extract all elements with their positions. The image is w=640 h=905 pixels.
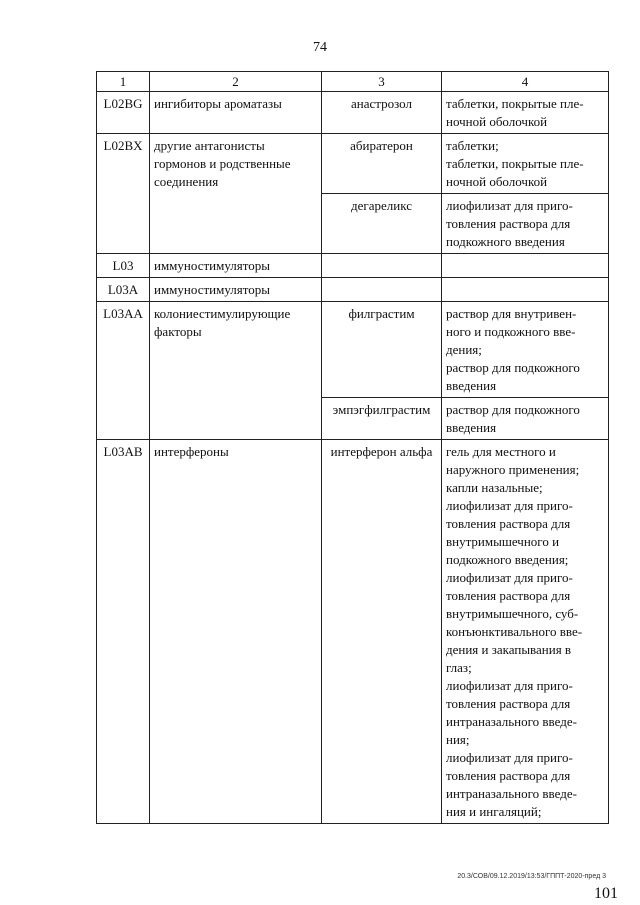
group-name: иммуностимуляторы <box>150 278 322 302</box>
group-name: другие антагонисты гормонов и родственные соединения <box>150 134 322 254</box>
table-row <box>97 278 609 302</box>
header-cell-2: 2 <box>150 72 322 92</box>
atc-code: L03AA <box>97 302 150 440</box>
group-name: ингибиторы ароматазы <box>150 92 322 134</box>
table-header-row <box>97 72 609 92</box>
atc-code: L03 <box>97 254 150 278</box>
table-row <box>97 302 609 398</box>
drug-name: анастрозол <box>322 92 442 134</box>
dosage-form: раствор для внутривен- ного и подкожного вве- дения; раствор для подкожного введения <box>442 302 609 398</box>
bottom-page-number: 101 <box>594 885 618 902</box>
atc-code: L02BX <box>97 134 150 254</box>
header-cell-1: 1 <box>97 72 150 92</box>
dosage-form: таблетки; таблетки, покрытые пле- ночной оболочкой <box>442 134 609 194</box>
drug-name: филграстим <box>322 302 442 398</box>
table-row <box>97 254 609 278</box>
header-cell-3: 3 <box>322 72 442 92</box>
page-number: 74 <box>313 40 327 55</box>
table-row <box>97 134 609 194</box>
table-row <box>97 440 609 824</box>
dosage-form: гель для местного и наружного применения; капли назальные; лиофилизат для приго- товления раствора для внутримышечного и подкожного введения; лиофилизат для приго- товления раствора для внутримышечного, суб- конъюнктивального вве- дения и закапывания в глаз; лиофилизат для приго- товления раствора для интраназального введе- ния; лиофилизат для приго- товления раствора для интраназального введе- ния и ингаляций; <box>442 440 609 824</box>
atc-code: L03A <box>97 278 150 302</box>
header-cell-4: 4 <box>442 72 609 92</box>
atc-code: L02BG <box>97 92 150 134</box>
dosage-form: лиофилизат для приго- товления раствора для подкожного введения <box>442 194 609 254</box>
drug-name: абиратерон <box>322 134 442 194</box>
drug-name <box>322 254 442 278</box>
dosage-form <box>442 278 609 302</box>
dosage-form: таблетки, покрытые пле- ночной оболочкой <box>442 92 609 134</box>
drug-name: дегареликс <box>322 194 442 254</box>
table-row <box>97 92 609 134</box>
drug-table <box>96 71 609 824</box>
footer-document-code: 20.3/СОВ/09.12.2019/13:53/ГППТ-2020-пред 3 <box>457 873 606 880</box>
drug-name: эмпэгфилграстим <box>322 398 442 440</box>
group-name: иммуностимуляторы <box>150 254 322 278</box>
drug-name: интерферон альфа <box>322 440 442 824</box>
atc-code: L03AB <box>97 440 150 824</box>
dosage-form: раствор для подкожного введения <box>442 398 609 440</box>
group-name: колониестимулирующие факторы <box>150 302 322 440</box>
dosage-form <box>442 254 609 278</box>
group-name: интерфероны <box>150 440 322 824</box>
drug-name <box>322 278 442 302</box>
